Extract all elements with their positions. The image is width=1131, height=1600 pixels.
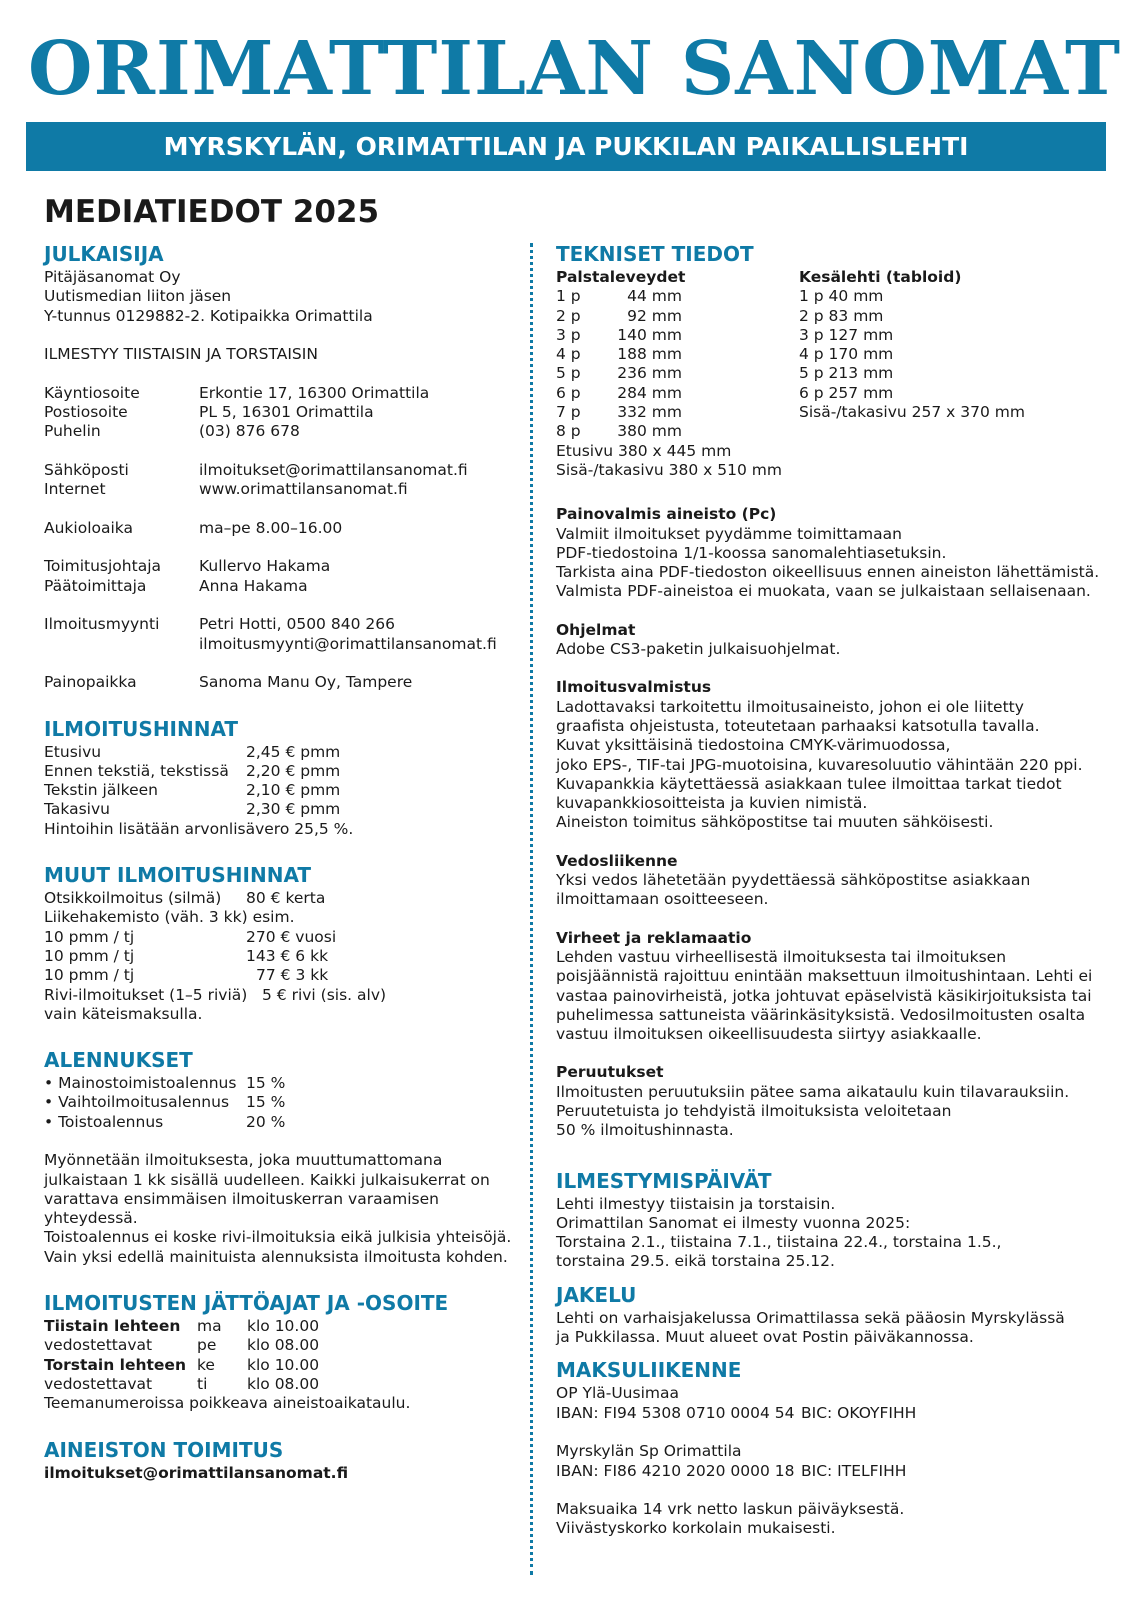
right-column <box>556 240 1106 1539</box>
deadline-label: vedostettavat <box>44 1336 153 1355</box>
body-line: Ilmoitusten peruutuksiin pätee sama aikataulu kuin tilavarauksiin. <box>556 1082 1070 1101</box>
discount-text: Myönnetään ilmoituksesta, joka muuttumattomana <box>44 1151 443 1170</box>
bank-bic: BIC: ITELFIHH <box>801 1461 907 1480</box>
contact-value: Erkontie 17, 16300 Orimattila <box>199 383 430 402</box>
alennukset-section <box>44 1046 514 1267</box>
muut-ilmoitushinnat-section <box>44 861 514 1024</box>
price-row <box>44 986 514 1005</box>
cash-note: vain käteismaksulla. <box>44 1004 203 1023</box>
price-label: Rivi-ilmoitukset (1–5 riviä) <box>44 985 248 1004</box>
discount-label: • Vaihtoilmoitusalennus <box>44 1093 230 1112</box>
body-line: Lehti ilmestyy tiistaisin ja torstaisin. <box>556 1194 836 1213</box>
vedosliikenne-title: Vedosliikenne <box>556 851 678 870</box>
discount-text: yhteydessä. <box>44 1209 138 1228</box>
palsta-mm: 44 mm <box>627 287 682 306</box>
material-email-link[interactable]: ilmoitukset@orimattilansanomat.fi <box>44 1463 349 1482</box>
bank-bic: BIC: OKOYFIHH <box>801 1403 917 1422</box>
deadline-time: klo 10.00 <box>247 1317 320 1336</box>
body-line: Orimattilan Sanomat ei ilmesty vuonna 2025: <box>556 1213 911 1232</box>
julkaisija-section <box>44 240 514 693</box>
discount-value: 15 % <box>246 1074 286 1093</box>
discount-label: • Toistoalennus <box>44 1112 164 1131</box>
jattoajat-section <box>44 1289 514 1413</box>
masthead-title: ORIMATTILAN SANOMAT <box>28 26 1122 112</box>
discount-value: 15 % <box>246 1093 286 1112</box>
discount-text: Toistoalennus ei koske rivi-ilmoituksia eikä julkisia yhteisöjä. <box>44 1228 512 1247</box>
palsta-row <box>556 307 799 326</box>
ohjelmat-title: Ohjelmat <box>556 620 636 639</box>
price-row <box>44 889 514 908</box>
kesalehti-row: 1 p 40 mm <box>799 287 884 306</box>
price-row <box>44 743 514 762</box>
price-value: 80 € kerta <box>246 889 326 908</box>
deadline-day: ma <box>197 1317 222 1336</box>
virheet-section <box>556 929 1106 1045</box>
banner: MYRSKYLÄN, ORIMATTILAN JA PUKKILAN PAIKALLISLEHTI <box>26 122 1106 171</box>
bank-row <box>556 1462 1106 1481</box>
palsta-row <box>556 345 799 364</box>
deadline-row <box>44 1375 514 1394</box>
vat-note: Hintoihin lisätään arvonlisävero 25,5 %. <box>44 819 354 838</box>
page-size-line: Etusivu 380 x 445 mm <box>556 441 732 460</box>
discount-row <box>44 1074 514 1093</box>
contact-row <box>44 384 514 403</box>
publisher-line: Y-tunnus 0129882-2. Kotipaikka Orimattila <box>44 306 373 325</box>
ilmoitushinnat-section <box>44 715 514 839</box>
kesalehti-row: 6 p 257 mm <box>799 383 894 402</box>
price-value: 5 € rivi (sis. alv) <box>262 985 387 1004</box>
body-line: vastuu ilmoituksen oikeellisuudesta siirtyy asiakkaalle. <box>556 1025 982 1044</box>
body-line: 50 % ilmoitushinnasta. <box>556 1121 734 1140</box>
deadline-label: vedostettavat <box>44 1374 153 1393</box>
body-line: poisjäännistä rajoittuu enintään maksettuun ilmoitushintaan. Lehti ei <box>556 967 1093 986</box>
kesalehti-row: 4 p 170 mm <box>799 345 894 364</box>
left-column <box>44 240 514 1483</box>
palsta-mm: 284 mm <box>617 383 682 402</box>
palsta-row <box>556 384 799 403</box>
contact-value: Sanoma Manu Oy, Tampere <box>199 673 413 692</box>
muut-heading: MUUT ILMOITUSHINNAT <box>44 863 312 888</box>
body-line: ilmoittamaan osoitteeseen. <box>556 890 769 909</box>
contact-label: Aukioloaika <box>44 518 133 537</box>
ilmestymispaivat-heading: ILMESTYMISPÄIVÄT <box>556 1168 772 1193</box>
contact-value: Petri Hotti, 0500 840 266 <box>199 615 395 634</box>
price-value: 2,45 € pmm <box>246 742 341 761</box>
body-line: torstaina 29.5. eikä torstaina 25.12. <box>556 1252 835 1271</box>
body-line: Tarkista aina PDF-tiedoston oikeellisuus ennen aineiston lähettämistä. <box>556 563 1100 582</box>
body-line: Valmista PDF-aineistoa ei muokata, vaan se julkaistaan sellaisenaan. <box>556 582 1091 601</box>
contact-label: Painopaikka <box>44 673 137 692</box>
price-value: 77 € 3 kk <box>256 966 329 985</box>
aineiston-heading: AINEISTON TOIMITUS <box>44 1437 284 1462</box>
deadline-row <box>44 1336 514 1355</box>
publisher-line: Uutismedian liiton jäsen <box>44 287 232 306</box>
vedosliikenne-section <box>556 852 1106 910</box>
deadline-note: Teemanumeroissa poikkeava aineistoaikataulu. <box>44 1394 411 1413</box>
palsta-cols: 8 p <box>556 422 581 441</box>
palsta-mm: 92 mm <box>627 306 682 325</box>
palsta-cols: 4 p <box>556 345 581 364</box>
jattoajat-heading: ILMOITUSTEN JÄTTÖAJAT JA -OSOITE <box>44 1291 449 1316</box>
painovalmis-title: Painovalmis aineisto (Pc) <box>556 505 777 524</box>
palsta-row <box>556 364 799 383</box>
ilmestymispaivat-section <box>556 1167 1106 1272</box>
price-value: 270 € vuosi <box>246 927 337 946</box>
deadline-day: ti <box>197 1374 208 1393</box>
price-label: Takasivu <box>44 800 110 819</box>
price-label: 10 pmm / tj <box>44 927 135 946</box>
body-line: Torstaina 2.1., tiistaina 7.1., tiistaina 22.4., torstaina 1.5., <box>556 1233 1002 1252</box>
website-link[interactable]: www.orimattilansanomat.fi <box>199 480 408 499</box>
maksuliikenne-section <box>556 1356 1106 1538</box>
contact-row <box>44 461 514 480</box>
contact-value: Kullervo Hakama <box>199 557 331 576</box>
ilmoitusvalmistus-title: Ilmoitusvalmistus <box>556 678 712 697</box>
deadline-day: ke <box>197 1355 215 1374</box>
body-line: graafista ohjeistusta, toteutetaan parhaaksi katsotulla tavalla. <box>556 716 1040 735</box>
bank-row <box>556 1404 1106 1423</box>
price-row <box>44 928 514 947</box>
palsta-row <box>556 403 799 422</box>
price-row <box>44 762 514 781</box>
contact-row <box>44 480 514 499</box>
contact-value: ma–pe 8.00–16.00 <box>199 518 343 537</box>
publication-days: ILMESTYY TIISTAISIN JA TORSTAISIN <box>44 345 318 364</box>
contact-row <box>44 673 514 692</box>
kesalehti-row: 5 p 213 mm <box>799 364 894 383</box>
jakelu-section <box>556 1281 1106 1348</box>
palsta-row <box>556 326 799 345</box>
contact-row <box>44 519 514 538</box>
tekniset-heading: TEKNISET TIEDOT <box>556 242 754 266</box>
contact-value: (03) 876 678 <box>199 422 300 441</box>
palsta-cols: 1 p <box>556 287 581 306</box>
column-divider <box>530 243 533 1575</box>
deadline-label: Tiistain lehteen <box>44 1317 181 1336</box>
body-line: Peruutetuista jo tehdyistä ilmoituksista veloitetaan <box>556 1101 952 1120</box>
body-line: Kuvapankkia käytettäessä asiakkaan tulee ilmoittaa tarkat tiedot <box>556 774 1062 793</box>
body-line: Lehti on varhaisjakelussa Orimattilassa sekä pääosin Myrskylässä <box>556 1308 1065 1327</box>
palsta-row <box>556 422 799 441</box>
contact-value: Anna Hakama <box>199 576 308 595</box>
julkaisija-heading: JULKAISIJA <box>44 242 164 266</box>
page-title: MEDIATIEDOT 2025 <box>44 194 380 230</box>
ilmoitusvalmistus-section <box>556 678 1106 832</box>
contact-label: Postiosoite <box>44 403 128 422</box>
price-label: 10 pmm / tj <box>44 946 135 965</box>
body-line: Valmiit ilmoitukset pyydämme toimittamaan <box>556 524 902 543</box>
kesalehti-row: 3 p 127 mm <box>799 325 894 344</box>
palsta-cols: 5 p <box>556 364 581 383</box>
body-line: Yksi vedos lähetetään pyydettäessä sähköpostitse asiakkaan <box>556 871 1031 890</box>
maksuliikenne-heading: MAKSULIIKENNE <box>556 1358 742 1383</box>
kesalehti-row: 2 p 83 mm <box>799 306 884 325</box>
contact-row <box>44 403 514 422</box>
contact-label: Ilmoitusmyynti <box>44 615 160 634</box>
price-label: Tekstin jälkeen <box>44 781 158 800</box>
discount-text: varattava ensimmäisen ilmoituskerran varaamisen <box>44 1189 439 1208</box>
peruutukset-section <box>556 1063 1106 1140</box>
publisher-line: Pitäjäsanomat Oy <box>44 268 181 286</box>
kesalehti-title: Kesälehti (tabloid) <box>799 268 962 286</box>
price-label: 10 pmm / tj <box>44 966 135 985</box>
bank-iban: IBAN: FI94 5308 0710 0004 54 <box>556 1403 795 1422</box>
contact-label: Päätoimittaja <box>44 576 147 595</box>
body-line: Aineiston toimitus sähköpostitse tai muuten sähköisesti. <box>556 813 994 832</box>
price-value: 143 € 6 kk <box>246 946 329 965</box>
body-line: joko EPS-, TIF-tai JPG-muotoisina, kuvaresoluutio vähintään 220 ppi. <box>556 755 1083 774</box>
discount-label: • Mainostoimistoalennus <box>44 1074 237 1093</box>
contact-label: Puhelin <box>44 422 101 441</box>
price-value: 2,20 € pmm <box>246 761 341 780</box>
deadline-row <box>44 1356 514 1375</box>
directory-line: Liikehakemisto (väh. 3 kk) esim. <box>44 908 295 927</box>
palsta-cols: 2 p <box>556 306 581 325</box>
contact-label: Sähköposti <box>44 460 129 479</box>
palsta-block <box>556 268 799 480</box>
body-line: Kuvat yksittäisinä tiedostoina CMYK-värimuodossa, <box>556 736 951 755</box>
price-row <box>44 781 514 800</box>
body-line: ja Pukkilassa. Muut alueet ovat Postin päiväkannossa. <box>556 1328 974 1347</box>
palsta-mm: 188 mm <box>617 345 682 364</box>
contact-value: PL 5, 16301 Orimattila <box>199 403 374 422</box>
price-label: Otsikkoilmoitus (silmä) <box>44 889 222 908</box>
contact-row <box>44 577 514 596</box>
ilmoitushinnat-heading: ILMOITUSHINNAT <box>44 716 239 741</box>
price-value: 2,30 € pmm <box>246 800 341 819</box>
page-size-line: Sisä-/takasivu 380 x 510 mm <box>556 460 782 479</box>
email-link[interactable]: ilmoitusmyynti@orimattilansanomat.fi <box>199 634 497 653</box>
price-label: Ennen tekstiä, tekstissä <box>44 761 229 780</box>
body-line: Viivästyskorko korkolain mukaisesti. <box>556 1519 836 1538</box>
body-line: Maksuaika 14 vrk netto laskun päiväyksestä. <box>556 1500 905 1519</box>
contact-row <box>44 557 514 576</box>
deadline-time: klo 08.00 <box>247 1374 320 1393</box>
kesalehti-block <box>799 268 1025 480</box>
bank-iban: IBAN: FI86 4210 2020 0000 18 <box>556 1461 795 1480</box>
palsta-row <box>556 287 799 306</box>
alennukset-heading: ALENNUKSET <box>44 1048 193 1073</box>
bank-name: Myrskylän Sp Orimattila <box>556 1442 742 1461</box>
email-link[interactable]: ilmoitukset@orimattilansanomat.fi <box>199 460 468 479</box>
deadline-day: pe <box>197 1336 217 1355</box>
price-row <box>44 800 514 819</box>
palsta-mm: 140 mm <box>617 325 682 344</box>
ohjelmat-section <box>556 621 1106 660</box>
deadline-label: Torstain lehteen <box>44 1355 186 1374</box>
body-line: PDF-tiedostoina 1/1-koossa sanomalehtiasetuksin. <box>556 543 947 562</box>
discount-row <box>44 1093 514 1112</box>
palsta-cols: 7 p <box>556 403 581 422</box>
deadline-time: klo 08.00 <box>247 1336 320 1355</box>
kesalehti-row: Sisä-/takasivu 257 x 370 mm <box>799 403 1025 422</box>
jakelu-heading: JAKELU <box>556 1282 637 1307</box>
deadline-row <box>44 1317 514 1336</box>
palsta-mm: 332 mm <box>617 403 682 422</box>
contact-label: Toimitusjohtaja <box>44 557 161 576</box>
peruutukset-title: Peruutukset <box>556 1063 664 1082</box>
discount-value: 20 % <box>246 1112 286 1131</box>
tekniset-section <box>556 240 1106 480</box>
contact-row <box>44 635 514 654</box>
body-line: Lehden vastuu virheellisestä ilmoituksesta tai ilmoituksen <box>556 947 1007 966</box>
discount-row <box>44 1113 514 1132</box>
price-value: 2,10 € pmm <box>246 781 341 800</box>
discount-text: julkaistaan 1 kk sisällä uudelleen. Kaikki julkaisukerrat on <box>44 1170 490 1189</box>
body-line: kuvapankkiosoitteista ja kuvien nimistä. <box>556 794 868 813</box>
palsta-mm: 380 mm <box>617 422 682 441</box>
body-line: vastaa painovirheistä, jotka johtuvat epäselvistä käsikirjoituksista tai <box>556 986 1092 1005</box>
body-line: Ladottavaksi tarkoitettu ilmoitusaineisto, johon ei ole liitetty <box>556 697 1024 716</box>
virheet-title: Virheet ja reklamaatio <box>556 928 752 947</box>
deadline-time: klo 10.00 <box>247 1355 320 1374</box>
palsta-title: Palstaleveydet <box>556 268 686 286</box>
bank-name: OP Ylä-Uusimaa <box>556 1384 679 1403</box>
price-row <box>44 966 514 985</box>
contact-label: Internet <box>44 480 106 499</box>
aineiston-toimitus-section <box>44 1436 514 1483</box>
contact-label <box>44 635 199 654</box>
palsta-mm: 236 mm <box>617 364 682 383</box>
contact-row <box>44 422 514 441</box>
painovalmis-section <box>556 505 1106 601</box>
palsta-cols: 6 p <box>556 383 581 402</box>
palsta-cols: 3 p <box>556 325 581 344</box>
discount-text: Vain yksi edellä mainituista alennuksista ilmoitusta kohden. <box>44 1247 508 1266</box>
contact-label: Käyntiosoite <box>44 383 140 402</box>
body-line: Adobe CS3-paketin julkaisuohjelmat. <box>556 640 841 659</box>
price-row <box>44 947 514 966</box>
contact-row <box>44 615 514 634</box>
body-line: puhelimessa sattuneista väärinkäsityksistä. Vedosilmoitusten osalta <box>556 1005 1086 1024</box>
price-label: Etusivu <box>44 742 102 761</box>
